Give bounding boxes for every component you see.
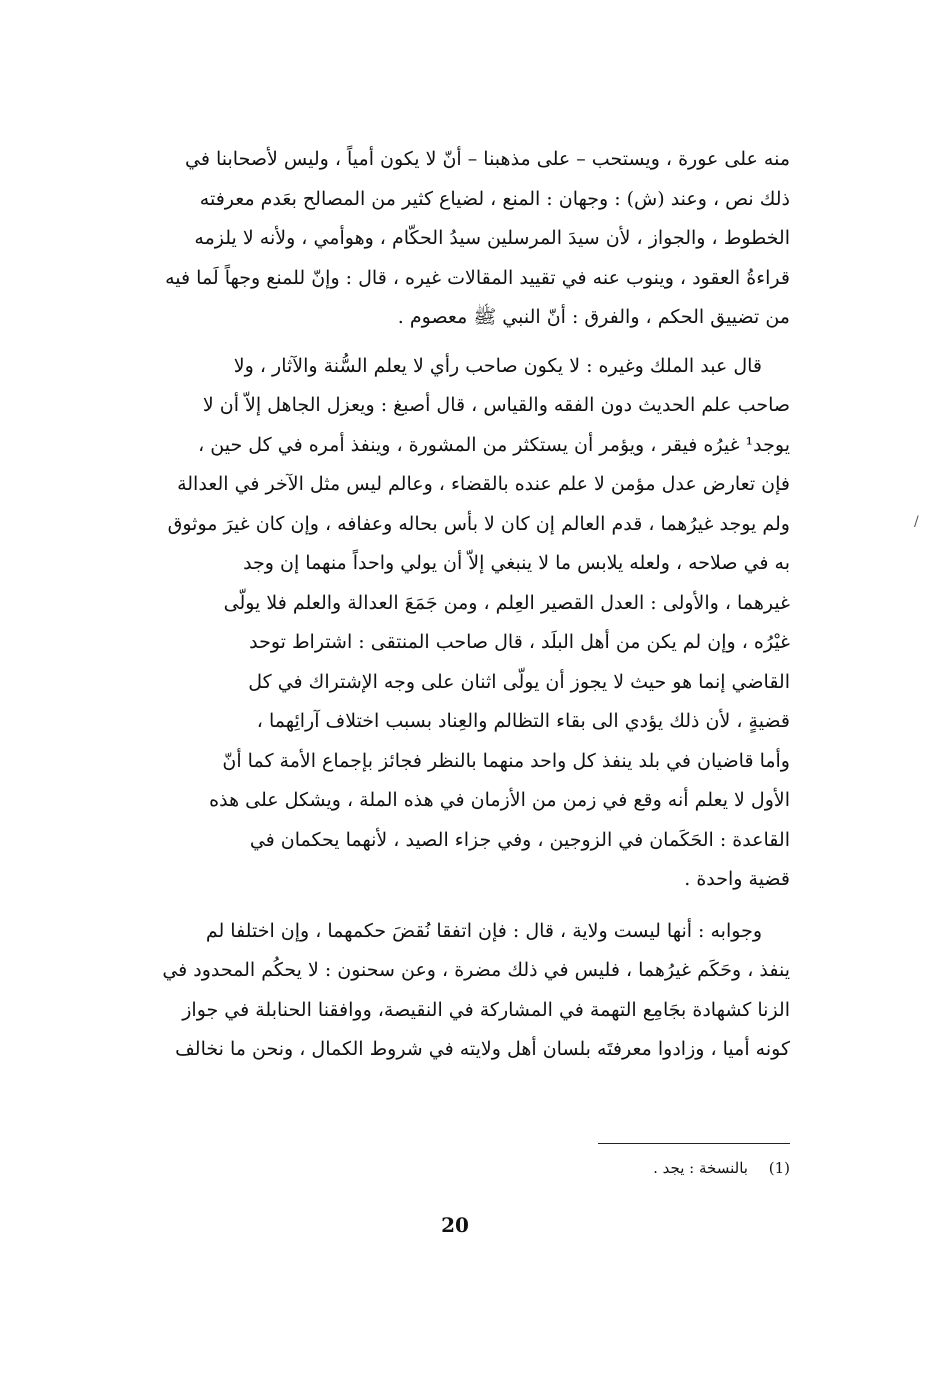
text-line: فإن تعارض عدل مؤمن لا علم عنده بالقضاء ، وعالم ليس مثل الآخر في العدالة [177,473,790,495]
text-line: من تضييق الحكم ، والفرق : أنّ النبي ﷺ معصوم . [397,306,790,328]
text-line: ينفذ ، وحَكَم غيرُهما ، فليس في ذلك مضرة ، وعن سحنون : لا يحكُم المحدود في [162,959,790,981]
text-line: الزنا كشهادة بجَامِع التهمة في المشاركة في النقيصة، ووافقنا الحنابلة في جواز [182,998,790,1021]
text-line: ولم يوجد غيرُهما ، قدم العالم إن كان لا بأس بحاله وعفافه ، وإن كان غيرَ موثوق [167,512,790,535]
text-line: قال عبد الملك وغيره : لا يكون صاحب رأي لا يعلم السُّنة والآثار ، ولا [233,354,762,377]
text-line: غيْرُه ، وإن لم يكن من أهل البلَد ، قال صاحب المنتقى : اشتراط توحد [249,631,790,653]
body-text [100,140,790,1070]
paragraph-1 [100,140,790,338]
text-line: به في صلاحه ، ولعله يلابس ما لا ينبغي إلاّ أن يولي واحداً منهما إن وجد [243,552,790,574]
text-line: وجوابه : أنها ليست ولاية ، قال : فإن اتفقا نُقضَ حكمهما ، وإن اختلفا لم [205,919,762,942]
text-line: القاضي إنما هو حيث لا يجوز أن يولّى اثنان على وجه الإشتراك في كل [248,670,790,693]
text-line: قضيةٍ ، لأن ذلك يؤدي الى بقاء التظالم والعِناد بسبب اختلاف آرائِهما ، [256,710,790,732]
paragraph-3 [100,912,790,1070]
text-line: ذلك نص ، وعند (ش) : وجهان : المنع ، لضياع كثير من المصالح بعَدم معرفته [199,187,790,210]
text-line: الخطوط ، والجواز ، لأن سيدَ المرسلين سيدُ الحكّام ، وهوأمي ، ولأنه لا يلزمه [194,227,790,249]
text-line: القاعدة : الحَكَمان في الزوجين ، وفي جزاء الصيد ، لأنهما يحكمان في [249,828,790,851]
paragraph-2 [100,347,790,900]
footnote-text: بالنسخة : يجد . [653,1159,748,1177]
text-line: كونه أميا ، وزادوا معرفتَه بلسان أهل ولايته في شروط الكمال ، ونحن ما نخالف [175,1038,790,1060]
footnote-divider [598,1143,790,1144]
text-line: منه على عورة ، ويستحب – على مذهبنا – أنّ لا يكون أمياً ، وليس لأصحابنا في [185,148,790,170]
footnote-number: (1) [768,1159,790,1177]
text-line: غيرهما ، والأولى : العدل القصير العِلم ، ومن جَمَعَ العدالة والعلم فلا يولّى [223,591,790,614]
footnote [500,1157,790,1179]
text-line: الأول لا يعلم أنه وقع في زمن من الأزمان في هذه الملة ، ويشكل على هذه [209,789,790,811]
text-line: يوجد¹ غيرُه فيقر ، ويؤمر أن يستكثر من المشورة ، وينفذ أمره في كل حين ، [198,433,790,456]
margin-mark: / [914,514,919,530]
text-line: قراءةُ العقود ، وينوب عنه في تقييد المقالات غيره ، قال : وإنّ للمنع وجهاً لَما فيه [165,266,790,289]
page-number: 20 [441,1213,469,1237]
text-line: قضية واحدة . [684,868,790,890]
text-line: صاحب علم الحديث دون الفقه والقياس ، قال أصبغ : ويعزل الجاهل إلاّ أن لا [202,394,790,416]
text-line: وأما قاضيان في بلد ينفذ كل واحد منهما بالنظر فجائز بإجماع الأمة كما أنّ [222,749,790,772]
